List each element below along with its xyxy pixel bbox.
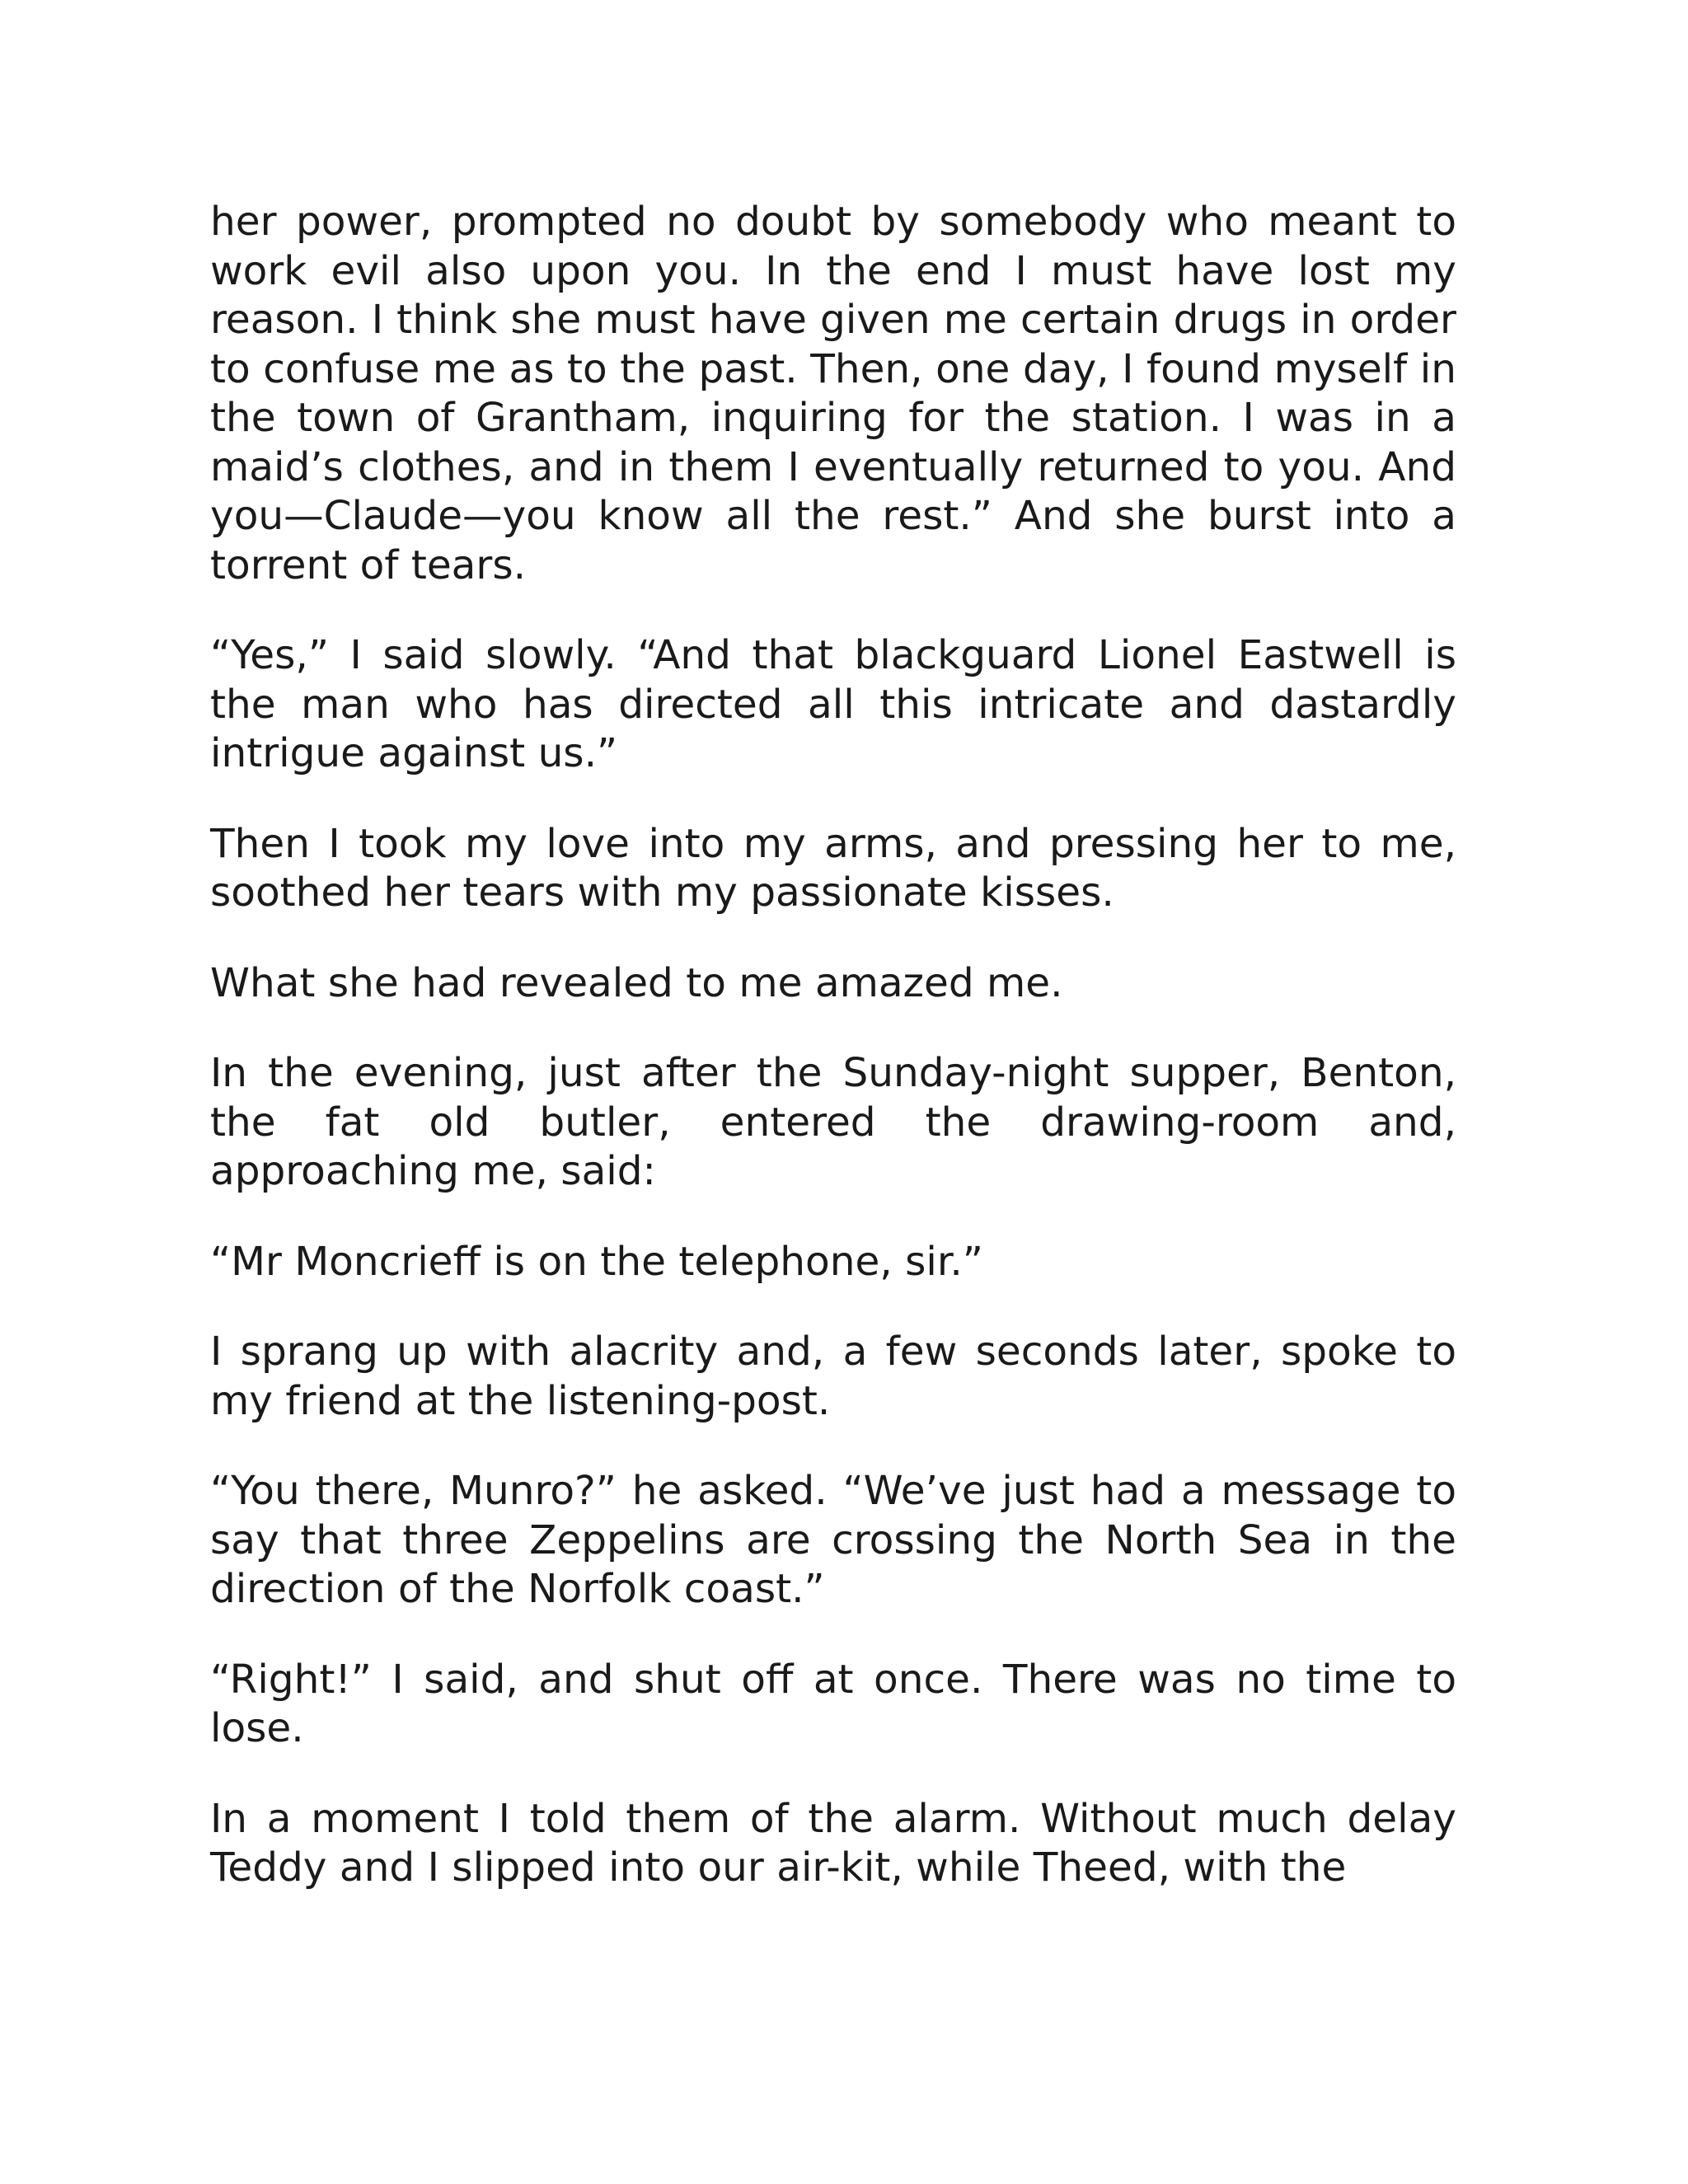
paragraph-3: Then I took my love into my arms, and pressing her to me, soothed her tears with my passionate kisses. xyxy=(210,820,1456,916)
paragraph-2: “Yes,” I said slowly. “And that blackguard Lionel Eastwell is the man who has directed all this intricate and dastardly intrigue against us.” xyxy=(210,632,1456,776)
paragraph-8: “You there, Munro?” he asked. “We’ve just had a message to say that three Zeppelins are crossing the North Sea in the direction of the Norfolk coast.” xyxy=(210,1468,1456,1612)
paragraph-7: I sprang up with alacrity and, a few seconds later, spoke to my friend at the listening-post. xyxy=(210,1329,1456,1424)
paragraph-9: “Right!” I said, and shut off at once. There was no time to lose. xyxy=(210,1656,1456,1751)
paragraph-10: In a moment I told them of the alarm. Without much delay Teddy and I slipped into our air-kit, while Theed, with the xyxy=(210,1795,1456,1891)
body-text xyxy=(210,198,1456,1893)
paragraph-5: In the evening, just after the Sunday-night supper, Benton, the fat old butler, entered the drawing-room and, approaching me, said: xyxy=(210,1050,1456,1194)
paragraph-6: “Mr Moncrieff is on the telephone, sir.” xyxy=(210,1238,983,1285)
paragraph-4: What she had revealed to me amazed me. xyxy=(210,959,1063,1006)
paragraph-1: her power, prompted no doubt by somebody who meant to work evil also upon you. In the end I must have lost my reason. I think she must have given me certain drugs in order to confuse me as to the past. Then, one day, I found myself in the town of Grantham, inquiring for the station. I was in a maid’s clothes, and in them I eventually returned to you. And you—Claude—you know all the rest.” And she burst into a torrent of tears. xyxy=(210,199,1456,588)
